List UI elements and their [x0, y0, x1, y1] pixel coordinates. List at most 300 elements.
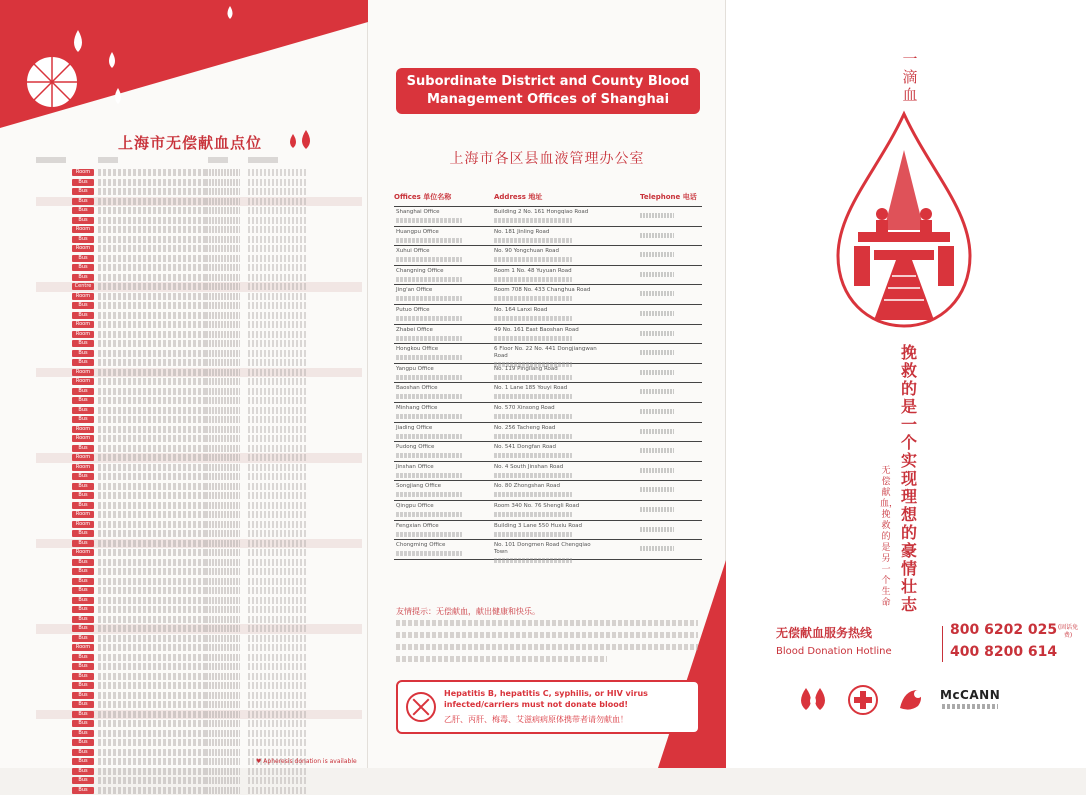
location-addr-text [98, 663, 208, 670]
location-type-tag: Bus [72, 606, 94, 613]
location-type-tag: Bus [72, 559, 94, 566]
location-tel-text [206, 397, 240, 404]
location-type-tag: Room [72, 331, 94, 338]
office-address: No. 570 Xinsong Road [494, 405, 555, 411]
location-hrs-text [248, 445, 308, 452]
location-tel-text [206, 312, 240, 319]
location-type-tag: Bus [72, 720, 94, 727]
location-addr-text [98, 369, 208, 376]
location-type-tag: Bus [72, 568, 94, 575]
location-type-tag: Bus [72, 654, 94, 661]
location-type-tag: Room [72, 426, 94, 433]
office-telephone [640, 409, 674, 414]
location-tel-text [206, 207, 240, 214]
location-tel-text [206, 559, 240, 566]
location-hrs-text [248, 644, 308, 651]
location-hrs-text [248, 454, 308, 461]
location-hrs-text [248, 597, 308, 604]
location-addr-text [98, 720, 208, 727]
location-hrs-text [248, 511, 308, 518]
location-hrs-text [248, 540, 308, 547]
office-name: Songjiang Office [396, 483, 441, 489]
slogan-top: 一滴血 [902, 50, 918, 104]
location-row [36, 339, 362, 349]
location-type-tag: Bus [72, 188, 94, 195]
location-addr-text [98, 739, 208, 746]
location-tel-text [206, 473, 240, 480]
office-address: No. 181 Jinling Road [494, 229, 549, 235]
slogan-main: 挽救的是一个实现理想的豪情壮志 [900, 344, 918, 614]
location-type-tag: Bus [72, 445, 94, 452]
office-row [394, 344, 702, 364]
location-hrs-text [248, 692, 308, 699]
location-addr-text [98, 359, 208, 366]
location-tel-text [206, 711, 240, 718]
offices-banner [396, 68, 700, 114]
location-row [36, 681, 362, 691]
location-row [36, 738, 362, 748]
location-tel-text [206, 587, 240, 594]
hotline-label-cn: 无偿献血服务热线 [776, 624, 872, 641]
location-row [36, 368, 362, 378]
location-tel-text [206, 188, 240, 195]
location-type-tag: Bus [72, 777, 94, 784]
location-row [36, 434, 362, 444]
location-addr-text [98, 464, 208, 471]
location-row [36, 786, 362, 795]
location-type-tag: Bus [72, 483, 94, 490]
location-hrs-text [248, 768, 308, 775]
office-name: Putuo Office [396, 307, 430, 313]
location-addr-text [98, 169, 208, 176]
location-hrs-text [248, 568, 308, 575]
location-addr-text [98, 692, 208, 699]
location-type-tag: Room [72, 644, 94, 651]
blood-drop-illustration [834, 110, 974, 330]
donation-warning-box [396, 680, 700, 734]
location-type-tag: Bus [72, 217, 94, 224]
location-addr-text [98, 283, 208, 290]
location-tel-text [206, 435, 240, 442]
office-row [394, 481, 702, 501]
location-hrs-text [248, 777, 308, 784]
location-addr-text [98, 245, 208, 252]
office-name: Zhabei Office [396, 327, 433, 333]
location-type-tag: Bus [72, 302, 94, 309]
office-address: No. 119 Pingliang Road [494, 366, 558, 372]
location-addr-text [98, 274, 208, 281]
office-address: Building 3 Lane 550 Huxiu Road [494, 523, 582, 529]
location-addr-text [98, 673, 208, 680]
location-row [36, 520, 362, 530]
location-tel-text [206, 492, 240, 499]
location-hrs-text [248, 226, 308, 233]
location-row [36, 216, 362, 226]
location-type-tag: Bus [72, 207, 94, 214]
office-name: Fengxian Office [396, 523, 439, 529]
office-address: No. 80 Zhongshan Road [494, 483, 560, 489]
location-tel-text [206, 331, 240, 338]
location-type-tag: Bus [72, 739, 94, 746]
location-hrs-text [248, 682, 308, 689]
office-row [394, 442, 702, 462]
location-hrs-text [248, 711, 308, 718]
office-row [394, 521, 702, 541]
location-row [36, 301, 362, 311]
location-hrs-text [248, 616, 308, 623]
office-name: Minhang Office [396, 405, 437, 411]
office-telephone [640, 468, 674, 473]
location-addr-text [98, 559, 208, 566]
location-row [36, 605, 362, 615]
location-hrs-text [248, 179, 308, 186]
office-address: No. 4 South Jinshan Road [494, 464, 563, 470]
location-hrs-text [248, 473, 308, 480]
office-name: Yangpu Office [396, 366, 434, 372]
banner-line-2: Management Offices of Shanghai [396, 91, 700, 109]
location-tel-text [206, 217, 240, 224]
location-type-tag: Bus [72, 768, 94, 775]
location-tel-text [206, 293, 240, 300]
location-type-tag: Bus [72, 236, 94, 243]
office-row [394, 305, 702, 325]
location-hrs-text [248, 663, 308, 670]
office-address: 49 No. 161 East Baoshan Road [494, 327, 579, 333]
location-addr-text [98, 635, 208, 642]
location-row [36, 653, 362, 663]
office-telephone [640, 252, 674, 257]
location-addr-text [98, 454, 208, 461]
location-hrs-text [248, 635, 308, 642]
office-telephone [640, 429, 674, 434]
location-tel-text [206, 264, 240, 271]
location-addr-text [98, 483, 208, 490]
location-addr-text [98, 549, 208, 556]
location-tel-text [206, 749, 240, 756]
location-tel-text [206, 350, 240, 357]
location-hrs-text [248, 340, 308, 347]
office-name: Jinshan Office [396, 464, 434, 470]
office-row [394, 403, 702, 423]
location-type-tag: Bus [72, 530, 94, 537]
location-hrs-text [248, 245, 308, 252]
office-name: Shanghai Office [396, 209, 440, 215]
location-addr-text [98, 492, 208, 499]
location-hrs-text [248, 435, 308, 442]
office-address: No. 541 Dongfan Road [494, 444, 556, 450]
hotline-number-1: 800 6202 025 [950, 622, 1057, 638]
location-row [36, 643, 362, 653]
location-tel-text [206, 635, 240, 642]
location-hrs-text [248, 701, 308, 708]
office-row [394, 462, 702, 482]
location-addr-text [98, 207, 208, 214]
office-row [394, 540, 702, 560]
office-name: Huangpu Office [396, 229, 439, 235]
location-type-tag: Bus [72, 274, 94, 281]
location-row [36, 672, 362, 682]
location-addr-text [98, 198, 208, 205]
office-telephone [640, 272, 674, 277]
location-type-tag: Room [72, 521, 94, 528]
location-hrs-text [248, 426, 308, 433]
location-hrs-text [248, 492, 308, 499]
location-addr-text [98, 350, 208, 357]
office-telephone [640, 507, 674, 512]
location-addr-text [98, 777, 208, 784]
office-telephone [640, 350, 674, 355]
location-addr-text [98, 264, 208, 271]
location-hrs-text [248, 188, 308, 195]
location-row [36, 377, 362, 387]
location-tel-text [206, 654, 240, 661]
location-addr-text [98, 293, 208, 300]
location-row [36, 501, 362, 511]
office-telephone [640, 291, 674, 296]
location-type-tag: Bus [72, 625, 94, 632]
red-corner-graphic [0, 0, 368, 130]
location-addr-text [98, 312, 208, 319]
location-addr-text [98, 701, 208, 708]
office-row [394, 227, 702, 247]
location-hrs-text [248, 673, 308, 680]
location-tel-text [206, 426, 240, 433]
volunteer-logo-icon [892, 682, 930, 720]
location-row [36, 529, 362, 539]
office-row [394, 325, 702, 345]
location-addr-text [98, 768, 208, 775]
location-hrs-text [248, 255, 308, 262]
location-addr-text [98, 188, 208, 195]
header-telephone: Telephone 电话 [640, 192, 697, 202]
location-row [36, 700, 362, 710]
location-addr-text [98, 502, 208, 509]
office-row [394, 266, 702, 286]
location-row [36, 662, 362, 672]
location-addr-text [98, 530, 208, 537]
location-addr-text [98, 521, 208, 528]
location-tel-text [206, 692, 240, 699]
location-addr-text [98, 179, 208, 186]
office-row [394, 383, 702, 403]
location-row [36, 406, 362, 416]
location-tel-text [206, 578, 240, 585]
location-hrs-text [248, 331, 308, 338]
office-name: Xuhui Office [396, 248, 430, 254]
location-hrs-text [248, 293, 308, 300]
location-hrs-text [248, 502, 308, 509]
office-name: Jing'an Office [396, 287, 432, 293]
location-tel-text [206, 730, 240, 737]
location-type-tag: Bus [72, 578, 94, 585]
location-hrs-text [248, 407, 308, 414]
location-type-tag: Bus [72, 730, 94, 737]
location-tel-text [206, 321, 240, 328]
district-offices-panel [368, 0, 726, 768]
location-row [36, 225, 362, 235]
location-tel-text [206, 644, 240, 651]
location-type-tag: Bus [72, 597, 94, 604]
location-hrs-text [248, 739, 308, 746]
location-type-tag: Bus [72, 540, 94, 547]
location-row [36, 748, 362, 758]
location-tel-text [206, 369, 240, 376]
location-addr-text [98, 644, 208, 651]
location-hrs-text [248, 169, 308, 176]
location-addr-text [98, 217, 208, 224]
location-row [36, 178, 362, 188]
location-tel-text [206, 245, 240, 252]
apheresis-note: ♥ Apheresis donation is available [256, 758, 357, 765]
location-row [36, 767, 362, 777]
location-tel-text [206, 739, 240, 746]
agency-logo: McCANN [940, 688, 1000, 702]
location-tel-text [206, 283, 240, 290]
offices-table [394, 206, 702, 560]
location-tel-text [206, 274, 240, 281]
location-type-tag: Bus [72, 749, 94, 756]
location-hrs-text [248, 236, 308, 243]
location-hrs-text [248, 720, 308, 727]
office-row [394, 364, 702, 384]
header-office: Offices 单位名称 [394, 192, 451, 202]
location-tel-text [206, 597, 240, 604]
location-type-tag: Bus [72, 359, 94, 366]
location-addr-text [98, 445, 208, 452]
location-type-tag: Room [72, 369, 94, 376]
location-addr-text [98, 578, 208, 585]
location-tel-text [206, 673, 240, 680]
office-address: No. 90 Yongchuan Road [494, 248, 559, 254]
location-addr-text [98, 378, 208, 385]
location-type-tag: Room [72, 293, 94, 300]
location-addr-text [98, 758, 208, 765]
location-addr-text [98, 397, 208, 404]
office-address: Room 1 No. 48 Yuyuan Road [494, 268, 572, 274]
location-addr-text [98, 236, 208, 243]
office-telephone [640, 487, 674, 492]
location-row [36, 358, 362, 368]
office-address: Building 2 No. 161 Hongqiao Road [494, 209, 588, 215]
location-type-tag: Bus [72, 340, 94, 347]
location-tel-text [206, 682, 240, 689]
location-addr-text [98, 540, 208, 547]
cover-panel [726, 0, 1086, 768]
location-hrs-text [248, 388, 308, 395]
locations-title: 上海市无偿献血点位 [118, 132, 262, 153]
location-tel-text [206, 378, 240, 385]
location-tel-text [206, 464, 240, 471]
location-row [36, 596, 362, 606]
location-tel-text [206, 616, 240, 623]
location-addr-text [98, 416, 208, 423]
location-hrs-text [248, 625, 308, 632]
location-type-tag: Room [72, 454, 94, 461]
location-tel-text [206, 340, 240, 347]
locations-table-header [36, 155, 356, 167]
office-telephone [640, 546, 674, 551]
location-tel-text [206, 568, 240, 575]
hotline-divider [942, 626, 943, 662]
header-address: Address 地址 [494, 192, 542, 202]
location-type-tag: Room [72, 378, 94, 385]
location-hrs-text [248, 416, 308, 423]
location-addr-text [98, 511, 208, 518]
location-type-tag: Bus [72, 397, 94, 404]
location-hrs-text [248, 312, 308, 319]
office-row [394, 423, 702, 443]
location-addr-text [98, 730, 208, 737]
location-row [36, 729, 362, 739]
location-addr-text [98, 597, 208, 604]
location-addr-text [98, 388, 208, 395]
hotline-number-2: 400 8200 614 [950, 644, 1057, 660]
location-row [36, 491, 362, 501]
location-addr-text [98, 331, 208, 338]
location-row [36, 282, 362, 292]
location-hrs-text [248, 549, 308, 556]
location-type-tag: Bus [72, 312, 94, 319]
location-tel-text [206, 663, 240, 670]
location-tel-text [206, 549, 240, 556]
location-type-tag: Bus [72, 492, 94, 499]
office-row [394, 207, 702, 227]
offices-table-header [394, 192, 714, 204]
location-hrs-text [248, 606, 308, 613]
office-name: Changning Office [396, 268, 443, 274]
location-row [36, 558, 362, 568]
location-hrs-text [248, 559, 308, 566]
blood-center-logo-icon [796, 682, 834, 720]
location-type-tag: Bus [72, 682, 94, 689]
location-type-tag: Bus [72, 711, 94, 718]
banner-line-1: Subordinate District and County Blood [396, 73, 700, 91]
location-tel-text [206, 530, 240, 537]
office-telephone [640, 370, 674, 375]
warning-text-en: Hepatitis B, hepatitis C, syphilis, or HIV virus infected/carriers must not donate blood! [444, 688, 664, 710]
location-tel-text [206, 169, 240, 176]
location-tel-text [206, 255, 240, 262]
location-row [36, 548, 362, 558]
location-row [36, 463, 362, 473]
location-addr-text [98, 340, 208, 347]
location-row [36, 425, 362, 435]
blood-drop-icon [286, 130, 316, 152]
location-row [36, 292, 362, 302]
location-addr-text [98, 787, 208, 794]
location-tel-text [206, 768, 240, 775]
location-tel-text [206, 625, 240, 632]
office-address: Room 708 No. 433 Changhua Road [494, 287, 590, 293]
toll-free-tag: (固话免费) [1056, 624, 1080, 640]
location-hrs-text [248, 207, 308, 214]
location-row [36, 539, 362, 549]
office-address: No. 1 Lane 185 Youyi Road [494, 385, 567, 391]
location-addr-text [98, 407, 208, 414]
location-row [36, 263, 362, 273]
location-row [36, 187, 362, 197]
location-row [36, 634, 362, 644]
location-hrs-text [248, 464, 308, 471]
office-address: 6 Floor No. 22 No. 441 Dongjiangwan Road [494, 346, 597, 359]
location-addr-text [98, 426, 208, 433]
location-addr-text [98, 321, 208, 328]
location-tel-text [206, 606, 240, 613]
location-row [36, 710, 362, 720]
office-telephone [640, 389, 674, 394]
location-row [36, 482, 362, 492]
slogan-small: 无偿献血，挽救的是另一个生命 [880, 466, 892, 609]
